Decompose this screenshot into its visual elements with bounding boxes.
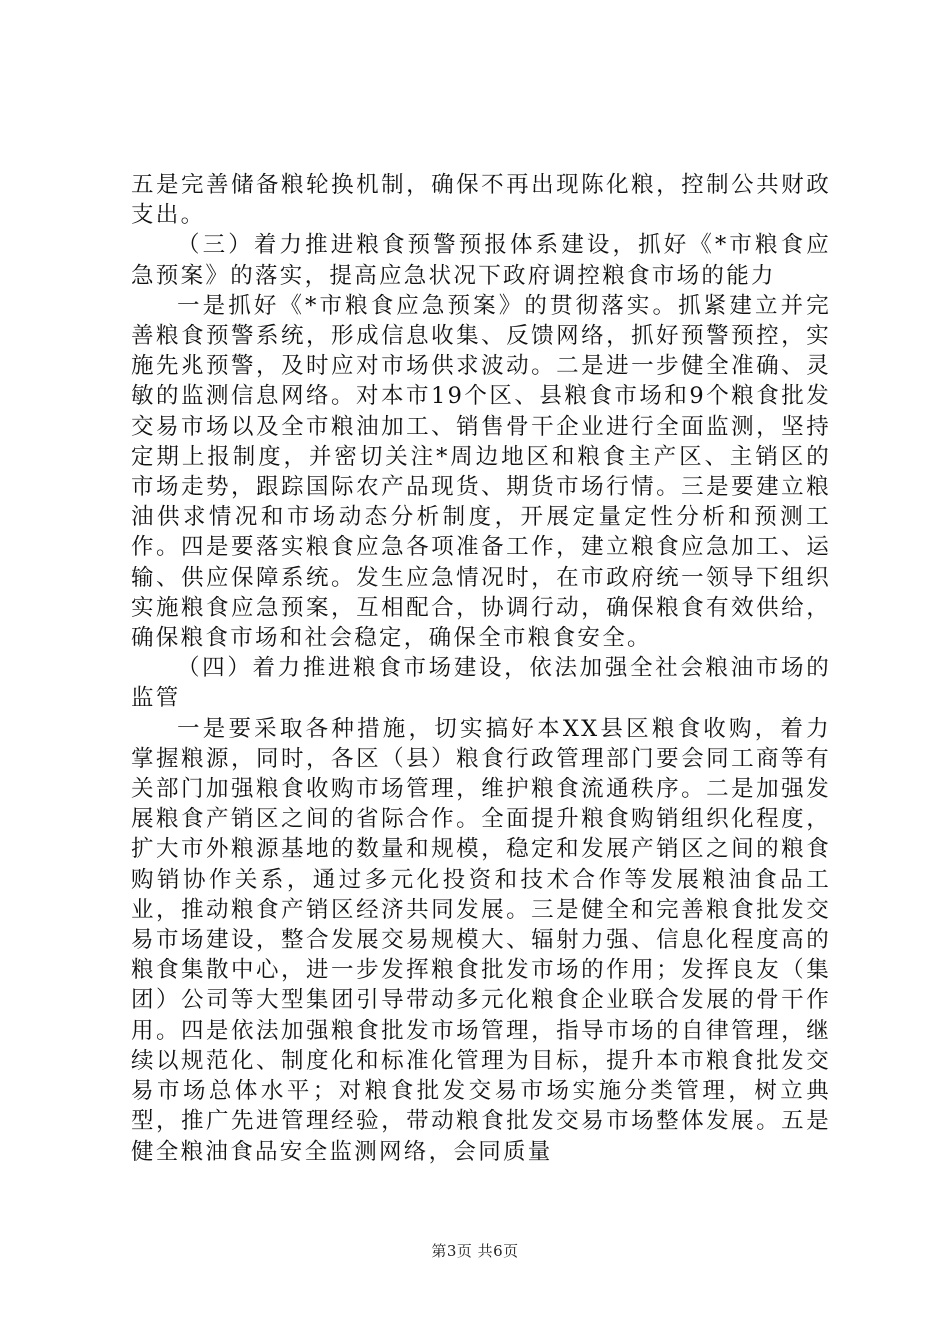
document-body: [131, 170, 831, 1167]
section-heading-3: （三）着力推进粮食预警预报体系建设，抓好《*市粮食应急预案》的落实，提高应急状况下政府调控粮食市场的能力: [131, 232, 831, 289]
paragraph-market-construction: 一是要采取各种措施，切实搞好本XX县区粮食收购，着力掌握粮源，同时，各区（县）粮食行政管理部门要会同工商等有关部门加强粮食收购市场管理，维护粮食流通秩序。二是加强发展粮食产销区之间的省际合作。全面提升粮食购销组织化程度，扩大市外粮源基地的数量和规模，稳定和发展产销区之间的粮食购销协作关系，通过多元化投资和技术合作等发展粮油食品工业，推动粮食产销区经济共同发展。三是健全和完善粮食批发交易市场建设，整合发展交易规模大、辐射力强、信息化程度高的粮食集散中心，进一步发挥粮食批发市场的作用；发挥良友（集团）公司等大型集团引导带动多元化粮食企业联合发展的骨干作用。四是依法加强粮食批发市场管理，指导市场的自律管理，继续以规范化、制度化和标准化管理为目标，提升本市粮食批发交易市场总体水平；对粮食批发交易市场实施分类管理，树立典型，推广先进管理经验，带动粮食批发交易市场整体发展。五是健全粮油食品安全监测网络，会同质量: [131, 715, 831, 1165]
section-heading-4: （四）着力推进粮食市场建设，依法加强全社会粮油市场的监管: [131, 655, 831, 712]
page-number-footer: 第3页 共6页: [431, 1242, 519, 1260]
paragraph-emergency-plan: 一是抓好《*市粮食应急预案》的贯彻落实。抓紧建立并完善粮食预警系统，形成信息收集、反馈网络，抓好预警预控，实施先兆预警，及时应对市场供求波动。二是进一步健全准确、灵敏的监测信息网络。对本市19个区、县粮食市场和9个粮食批发交易市场以及全市粮油加工、销售骨干企业进行全面监测，坚持定期上报制度，并密切关注*周边地区和粮食主产区、主销区的市场走势，跟踪国际农产品现货、期货市场行情。三是要建立粮油供求情况和市场动态分析制度，开展定量定性分析和预测工作。四是要落实粮食应急各项准备工作，建立粮食应急加工、运输、供应保障系统。发生应急情况时，在市政府统一领导下组织实施粮食应急预案，互相配合，协调行动，确保粮食有效供给，确保粮食市场和社会稳定，确保全市粮食安全。: [131, 292, 831, 652]
paragraph-reserve-rotation: 五是完善储备粮轮换机制，确保不再出现陈化粮，控制公共财政支出。: [131, 172, 831, 229]
